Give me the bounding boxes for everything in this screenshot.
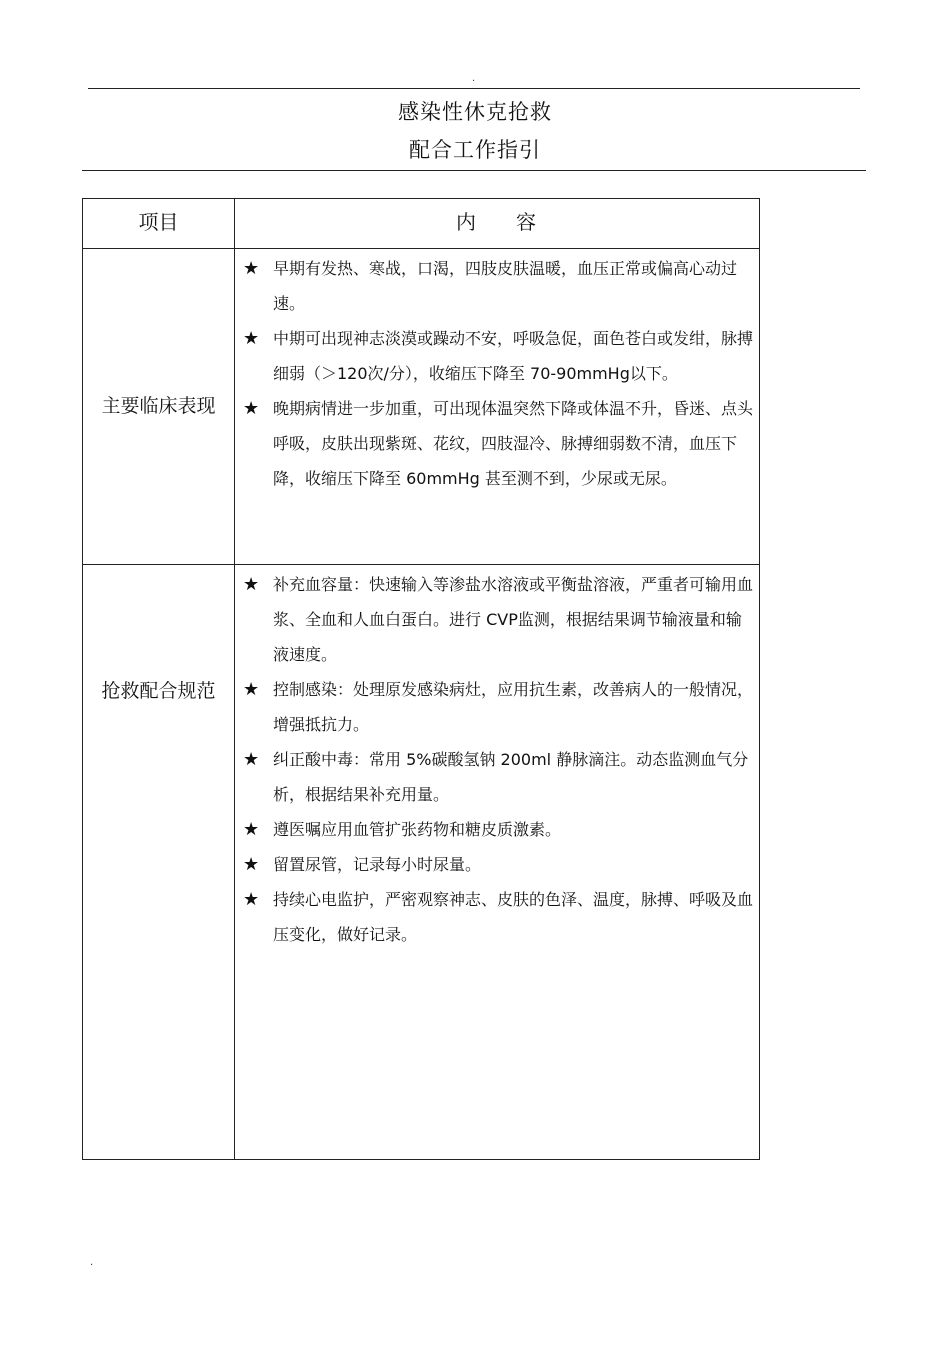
clinical-manifestations-list <box>243 251 757 496</box>
item-text: 纠正酸中毒：常用 5%碳酸氢钠 200ml 静脉滴注。动态监测血气分析，根据结果补充用量。 <box>273 750 749 804</box>
item-text: 中期可出现神志淡漠或躁动不安，呼吸急促，面色苍白或发绀，脉搏细弱（＞120次/分），收缩压下降至 70-90mmHg以下。 <box>273 329 754 383</box>
header-item: 项目 <box>138 210 179 234</box>
list-item <box>243 321 757 391</box>
header-divider <box>83 248 759 249</box>
star-icon: ★ <box>243 258 260 279</box>
column-divider <box>234 199 235 1159</box>
rescue-standards-list <box>243 567 757 952</box>
item-text: 早期有发热、寒战，口渴，四肢皮肤温暖，血压正常或偏高心动过速。 <box>273 259 738 313</box>
list-item <box>243 567 757 672</box>
document-title: 感染性休克抢救 <box>398 100 552 124</box>
item-text: 留置尿管，记录每小时尿量。 <box>273 855 482 874</box>
header-content-part2: 容 <box>516 210 538 234</box>
star-icon: ★ <box>243 328 260 349</box>
header-content <box>235 199 759 248</box>
guideline-table <box>82 198 760 1160</box>
item-text: 持续心电监护，严密观察神志、皮肤的色泽、温度，脉搏、呼吸及血压变化，做好记录。 <box>273 890 754 944</box>
star-icon: ★ <box>243 854 260 875</box>
star-icon: ★ <box>243 398 260 419</box>
page-mark-bottom: . <box>90 1257 94 1268</box>
row-label-rescue: 抢救配合规范 <box>101 680 216 702</box>
item-text: 控制感染：处理原发感染病灶，应用抗生素，改善病人的一般情况，增强抵抗力。 <box>273 680 754 734</box>
star-icon: ★ <box>243 749 260 770</box>
page-mark-top: . <box>472 73 476 84</box>
star-icon: ★ <box>243 819 260 840</box>
title-rule <box>82 170 866 171</box>
list-item <box>243 672 757 742</box>
list-item <box>243 812 757 847</box>
item-text: 补充血容量：快速输入等渗盐水溶液或平衡盐溶液，严重者可输用血浆、全血和人血白蛋白。进行 CVP监测，根据结果调节输液量和输液速度。 <box>273 575 754 664</box>
star-icon: ★ <box>243 574 260 595</box>
list-item <box>243 847 757 882</box>
star-icon: ★ <box>243 679 260 700</box>
star-icon: ★ <box>243 889 260 910</box>
header-content-part1: 内 <box>456 210 478 234</box>
document-subtitle: 配合工作指引 <box>409 138 541 162</box>
list-item <box>243 251 757 321</box>
list-item <box>243 882 757 952</box>
row-label-clinical: 主要临床表现 <box>101 395 216 417</box>
header-rule <box>88 88 860 89</box>
item-text: 遵医嘱应用血管扩张药物和糖皮质激素。 <box>273 820 562 839</box>
list-item <box>243 391 757 496</box>
item-text: 晚期病情进一步加重，可出现体温突然下降或体温不升，昏迷、点头呼吸，皮肤出现紫斑、花纹，四肢湿冷、脉搏细弱数不清，血压下降，收缩压下降至 60mmHg 甚至测不到，少尿或无尿。 <box>273 399 754 488</box>
row-divider <box>83 564 759 565</box>
list-item <box>243 742 757 812</box>
